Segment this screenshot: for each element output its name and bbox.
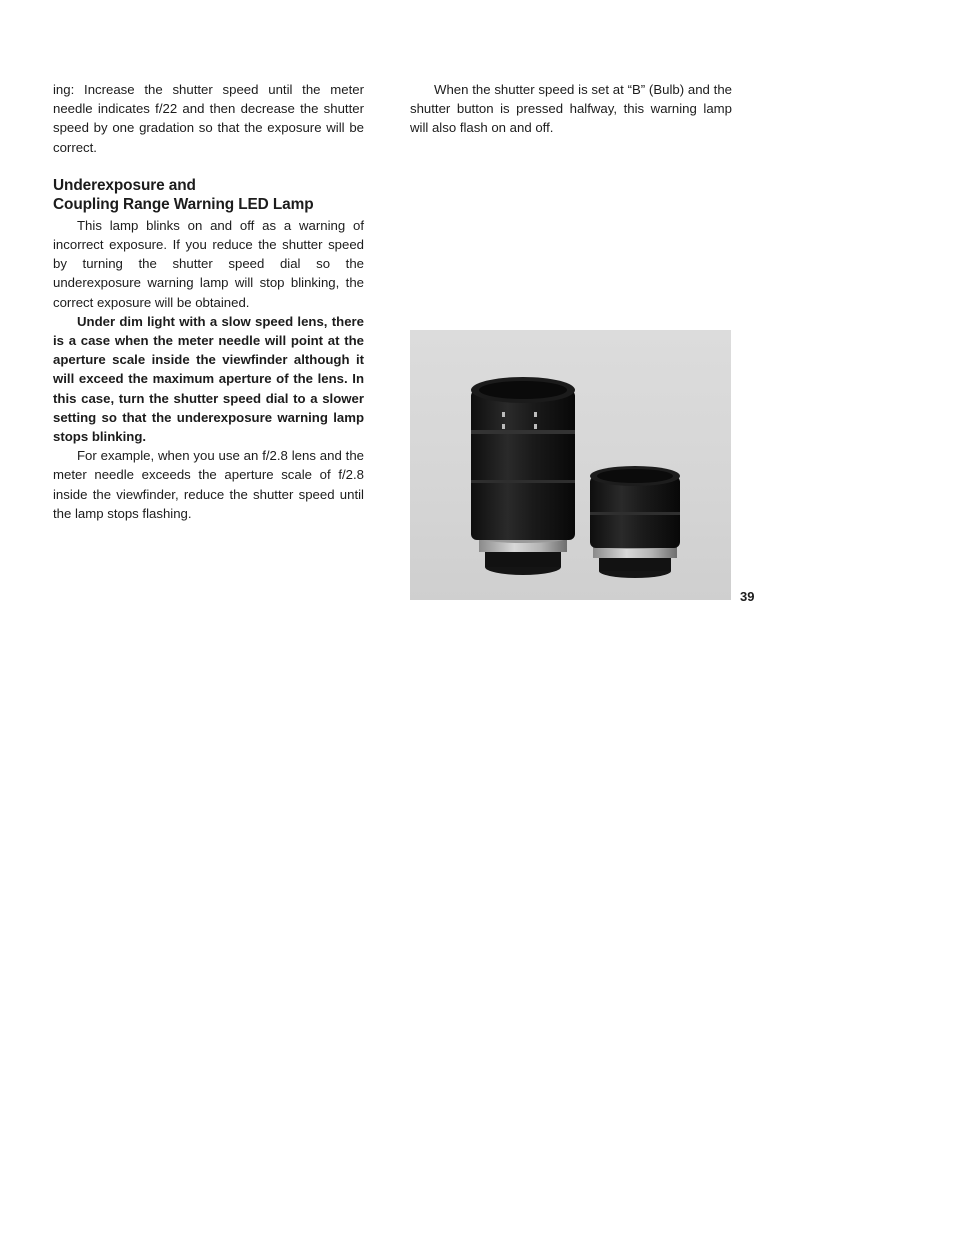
paragraph-dim-light-note: Under dim light with a slow speed lens, there is a case when the meter needle will point at the aperture scale inside the viewfinder although it will exceed the maximum aperture of the lens. In this case, turn the shutter speed dial to a slower setting so that the underexposure warning lamp stops blinking.	[53, 313, 364, 445]
right-column	[410, 80, 732, 138]
paragraph-bulb-note: When the shutter speed is set at “B” (Bulb) and the shutter button is pressed halfway, this warning lamp will also flash on and off.	[410, 82, 732, 136]
intro-paragraph: ing: Increase the shutter speed until the meter needle indicates f/22 and then decrease the shutter speed by one gradation so that the exposure will be correct.	[53, 82, 364, 155]
paragraph-example: For example, when you use an f/2.8 lens and the meter needle exceeds the aperture scale of f/2.8 inside the viewfinder, reduce the shutter speed until the lamp stops flashing.	[53, 448, 364, 521]
section-heading-line2: Coupling Range Warning LED Lamp	[53, 195, 314, 213]
prime-lens-shape	[590, 466, 680, 578]
zoom-lens-shape	[471, 377, 575, 575]
lens-photo-illustration	[410, 330, 731, 600]
page-number: 39	[740, 589, 755, 604]
lens-photo	[410, 330, 731, 600]
section-heading-line1: Underexposure and	[53, 176, 196, 194]
paragraph-lamp-warning: This lamp blinks on and off as a warning of incorrect exposure. If you reduce the shutter speed by turning the shutter speed dial so the underexposure warning lamp will stop blinking, the correct exposure will be obtained.	[53, 217, 364, 310]
left-column	[53, 80, 364, 523]
section-heading	[53, 176, 364, 214]
